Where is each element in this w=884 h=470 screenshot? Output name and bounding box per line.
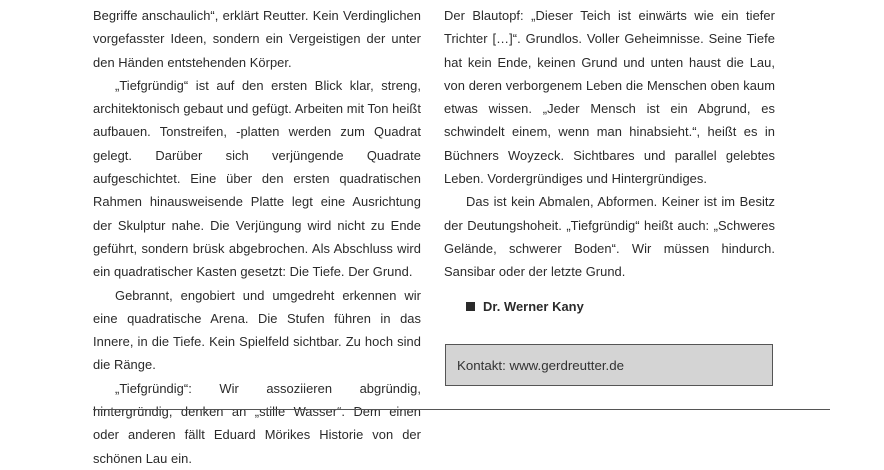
- bottom-divider: [93, 409, 830, 410]
- paragraph: „Tiefgründig“ ist auf den ersten Blick klar, streng, architektonisch gebaut und gefügt. Arbeiten mit Ton heißt aufbauen. Tonstreifen, -platten werden zum Quadrat gelegt. Darüber sich verjüngende Quadrate aufgeschichtet. Eine über den ersten quadratischen Rahmen hinausweisende Platte legt eine Ausrichtung der Skulptur nahe. Die Verjüngung wird nicht zu Ende geführt, sondern brüsk abgebrochen. Als Abschluss wird ein quadratischer Kasten gesetzt: Die Tiefe. Der Grund.: [93, 77, 421, 280]
- paragraph: Der Blautopf: „Dieser Teich ist einwärts wie ein tiefer Trichter […]“. Grundlos. Voller Geheimnisse. Seine Tiefe hat kein Ende, keinen Grund und unten haust die Lau, von deren verborgenem Leben die Menschen oben kaum etwas wissen. „Jeder Mensch ist ein Abgrund, es schwindelt einem, wenn man hinabsieht.“, heißt es in Büchners Woyzeck. Sichtbares und parallel gelebtes Leben. Vordergründiges und Hintergründiges.: [444, 8, 775, 187]
- author-name: Dr. Werner Kany: [483, 298, 584, 314]
- contact-box: [445, 344, 773, 386]
- paragraph: Begriffe anschaulich“, erklärt Reutter. Kein Verdinglichen vorgefasster Ideen, sondern ein Vergeistigen der unter den Händen entstehenden Körper.: [93, 8, 421, 70]
- author-byline: [444, 295, 775, 318]
- square-bullet-icon: [466, 302, 475, 311]
- paragraph: „Tiefgründig“: Wir assoziieren abgründig, hintergründig, denken an „stille Wasser“. Dem einen oder anderen fällt Eduard Mörikes Historie von der schönen Lau ein.: [93, 380, 421, 466]
- paragraph: Gebrannt, engobiert und umgedreht erkennen wir eine quadratische Arena. Die Stufen führen in das Innere, in die Tiefe. Kein Spielfeld sichtbar. Zu hoch sind die Ränge.: [93, 287, 421, 373]
- right-text-column: [444, 4, 775, 318]
- contact-text: Kontakt: www.gerdreutter.de: [457, 357, 625, 373]
- paragraph: Das ist kein Abmalen, Abformen. Keiner ist im Besitz der Deutungshoheit. „Tiefgründig“ heißt auch: „Schweres Gelände, schwerer Boden“. Wir müssen hindurch. Sansibar oder der letzte Grund.: [444, 194, 775, 280]
- left-text-column: [93, 4, 421, 470]
